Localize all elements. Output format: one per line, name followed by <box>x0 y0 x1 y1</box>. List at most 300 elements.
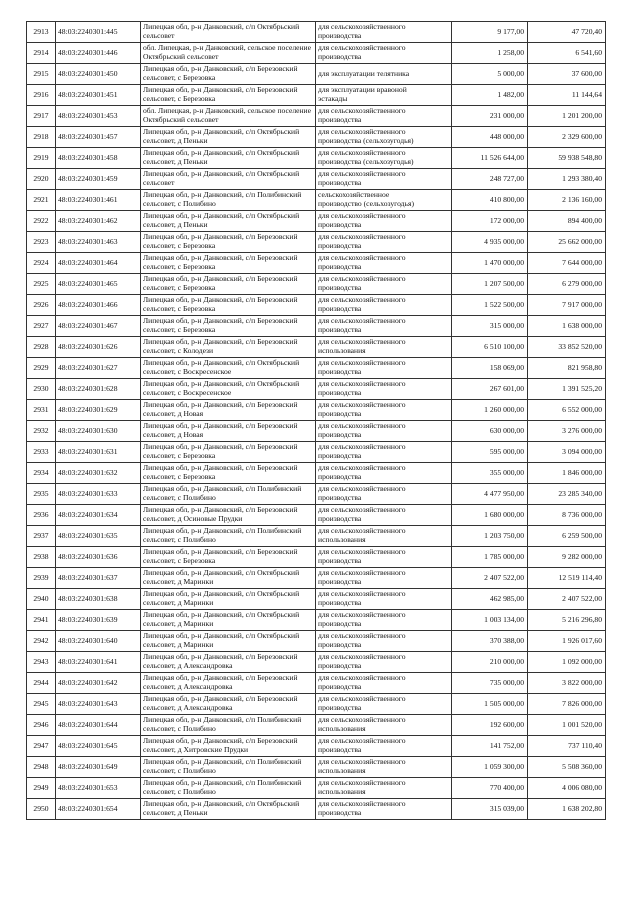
land-registry-table <box>26 21 606 820</box>
row-number-cell: 2931 <box>27 400 56 421</box>
cadastral-number-cell: 48:03:2240301:466 <box>56 295 141 316</box>
table-row <box>27 379 606 400</box>
row-number-cell: 2944 <box>27 673 56 694</box>
cadastral-value-cell: 47 720,40 <box>528 22 606 43</box>
table-row <box>27 526 606 547</box>
permitted-use-cell <box>316 127 452 148</box>
permitted-use-line: производства <box>318 179 362 187</box>
cadastral-value-cell: 737 110,40 <box>528 736 606 757</box>
cadastral-number-cell: 48:03:2240301:463 <box>56 232 141 253</box>
permitted-use-line: производства <box>318 116 362 124</box>
row-number-cell: 2947 <box>27 736 56 757</box>
table-row <box>27 22 606 43</box>
area-cell: 1 522 500,00 <box>452 295 528 316</box>
table-row <box>27 673 606 694</box>
cadastral-number-cell: 48:03:2240301:467 <box>56 316 141 337</box>
table-row <box>27 232 606 253</box>
address-line: Липецкая обл, р-н Данковский, с/п Октябрьский <box>143 170 300 179</box>
permitted-use-line: производства <box>318 746 362 754</box>
address-line: Липецкая обл, р-н Данковский, с/п Березовский <box>143 653 298 662</box>
permitted-use-line: для сельскохозяйственного <box>318 590 406 599</box>
address-cell <box>141 484 316 505</box>
permitted-use-line: производства <box>318 557 362 565</box>
area-cell: 315 039,00 <box>452 799 528 820</box>
table-row <box>27 463 606 484</box>
address-line: обл. Липецкая, р-н Данковский, сельское поселение <box>143 44 311 53</box>
permitted-use-line: использования <box>318 788 366 796</box>
address-line: Липецкая обл, р-н Данковский, с/п Березовский <box>143 317 298 326</box>
address-line: сельсовет, с Березовка <box>143 284 216 292</box>
row-number-cell: 2949 <box>27 778 56 799</box>
table-row <box>27 295 606 316</box>
address-line: сельсовет, с Полибино <box>143 494 216 502</box>
address-line: сельсовет, д Александровка <box>143 662 233 670</box>
address-cell <box>141 253 316 274</box>
cadastral-value-cell: 23 285 340,00 <box>528 484 606 505</box>
permitted-use-line: эстакады <box>318 95 348 103</box>
cadastral-number-cell: 48:03:2240301:464 <box>56 253 141 274</box>
cadastral-value-cell: 1 638 202,80 <box>528 799 606 820</box>
table-row <box>27 799 606 820</box>
cadastral-value-cell: 7 917 000,00 <box>528 295 606 316</box>
address-cell <box>141 295 316 316</box>
table-row <box>27 589 606 610</box>
row-number-cell: 2950 <box>27 799 56 820</box>
address-cell <box>141 526 316 547</box>
area-cell: 1 482,00 <box>452 85 528 106</box>
area-cell: 4 935 000,00 <box>452 232 528 253</box>
address-line: Липецкая обл, р-н Данковский, с/п Октябрьский <box>143 128 300 137</box>
permitted-use-cell <box>316 568 452 589</box>
cadastral-number-cell: 48:03:2240301:445 <box>56 22 141 43</box>
area-cell: 1 059 300,00 <box>452 757 528 778</box>
area-cell: 448 000,00 <box>452 127 528 148</box>
area-cell: 370 388,00 <box>452 631 528 652</box>
address-line: сельсовет, д Пеньки <box>143 137 208 145</box>
land-registry-table-body <box>27 22 606 820</box>
cadastral-number-cell: 48:03:2240301:630 <box>56 421 141 442</box>
permitted-use-line: производства <box>318 221 362 229</box>
address-cell <box>141 547 316 568</box>
row-number-cell: 2939 <box>27 568 56 589</box>
cadastral-value-cell: 3 276 000,00 <box>528 421 606 442</box>
area-cell: 9 177,00 <box>452 22 528 43</box>
permitted-use-cell <box>316 295 452 316</box>
row-number-cell: 2930 <box>27 379 56 400</box>
permitted-use-cell <box>316 694 452 715</box>
permitted-use-cell <box>316 589 452 610</box>
permitted-use-cell <box>316 547 452 568</box>
permitted-use-cell <box>316 190 452 211</box>
permitted-use-line: для сельскохозяйственного <box>318 401 406 410</box>
cadastral-value-cell: 5 508 360,00 <box>528 757 606 778</box>
permitted-use-line: производства <box>318 704 362 712</box>
table-row <box>27 442 606 463</box>
permitted-use-line: производства <box>318 410 362 418</box>
permitted-use-line: производство (сельхозугодья) <box>318 200 415 208</box>
cadastral-number-cell: 48:03:2240301:627 <box>56 358 141 379</box>
row-number-cell: 2948 <box>27 757 56 778</box>
cadastral-number-cell: 48:03:2240301:635 <box>56 526 141 547</box>
permitted-use-line: производства <box>318 683 362 691</box>
area-cell: 158 069,00 <box>452 358 528 379</box>
area-cell: 630 000,00 <box>452 421 528 442</box>
cadastral-value-cell: 4 006 080,00 <box>528 778 606 799</box>
address-line: сельсовет, с Березовка <box>143 305 216 313</box>
address-line: Липецкая обл, р-н Данковский, с/п Березовский <box>143 233 298 242</box>
permitted-use-cell <box>316 211 452 232</box>
address-cell <box>141 379 316 400</box>
row-number-cell: 2932 <box>27 421 56 442</box>
address-cell <box>141 169 316 190</box>
table-row <box>27 631 606 652</box>
permitted-use-cell <box>316 484 452 505</box>
permitted-use-line: для сельскохозяйственного <box>318 443 406 452</box>
table-row <box>27 85 606 106</box>
area-cell: 1 785 000,00 <box>452 547 528 568</box>
cadastral-value-cell: 8 736 000,00 <box>528 505 606 526</box>
address-cell <box>141 421 316 442</box>
address-line: Липецкая обл, р-н Данковский, с/п Березовский <box>143 548 298 557</box>
address-line: Липецкая обл, р-н Данковский, с/п Березовский <box>143 506 298 515</box>
cadastral-number-cell: 48:03:2240301:465 <box>56 274 141 295</box>
cadastral-number-cell: 48:03:2240301:633 <box>56 484 141 505</box>
area-cell: 5 000,00 <box>452 64 528 85</box>
address-line: сельсовет, с Полибино <box>143 536 216 544</box>
address-line: Липецкая обл, р-н Данковский, с/п Полибинский <box>143 779 302 788</box>
address-cell <box>141 211 316 232</box>
address-line: Липецкая обл, р-н Данковский, с/п Березовский <box>143 254 298 263</box>
permitted-use-line: производства <box>318 305 362 313</box>
table-row <box>27 484 606 505</box>
address-line: Липецкая обл, р-н Данковский, с/п Березовский <box>143 464 298 473</box>
permitted-use-line: производства <box>318 263 362 271</box>
permitted-use-cell <box>316 400 452 421</box>
permitted-use-line: использования <box>318 347 366 355</box>
permitted-use-line: для сельскохозяйственного <box>318 128 406 137</box>
permitted-use-line: для сельскохозяйственного <box>318 632 406 641</box>
row-number-cell: 2933 <box>27 442 56 463</box>
address-line: сельсовет, д Пеньки <box>143 221 208 229</box>
permitted-use-line: для сельскохозяйственного <box>318 548 406 557</box>
address-cell <box>141 85 316 106</box>
cadastral-value-cell: 6 259 500,00 <box>528 526 606 547</box>
address-cell <box>141 799 316 820</box>
address-cell <box>141 757 316 778</box>
permitted-use-cell <box>316 421 452 442</box>
cadastral-value-cell: 894 400,00 <box>528 211 606 232</box>
area-cell: 770 400,00 <box>452 778 528 799</box>
permitted-use-line: сельскохозяйственное <box>318 191 390 200</box>
permitted-use-line: для сельскохозяйственного <box>318 485 406 494</box>
permitted-use-line: для сельскохозяйственного <box>318 254 406 263</box>
permitted-use-cell <box>316 337 452 358</box>
cadastral-value-cell: 7 644 000,00 <box>528 253 606 274</box>
address-line: сельсовет, д Хитровские Прудки <box>143 746 249 754</box>
permitted-use-line: для сельскохозяйственного <box>318 23 406 32</box>
permitted-use-line: производства <box>318 662 362 670</box>
address-line: Липецкая обл, р-н Данковский, с/п Березовский <box>143 422 298 431</box>
permitted-use-line: производства <box>318 242 362 250</box>
cadastral-value-cell: 1 846 000,00 <box>528 463 606 484</box>
cadastral-number-cell: 48:03:2240301:638 <box>56 589 141 610</box>
permitted-use-cell <box>316 379 452 400</box>
permitted-use-line: для сельскохозяйственного <box>318 212 406 221</box>
permitted-use-line: производства <box>318 578 362 586</box>
address-cell <box>141 106 316 127</box>
address-cell <box>141 589 316 610</box>
area-cell: 1 258,00 <box>452 43 528 64</box>
address-line: сельсовет, с Полибино <box>143 767 216 775</box>
area-cell: 172 000,00 <box>452 211 528 232</box>
cadastral-number-cell: 48:03:2240301:629 <box>56 400 141 421</box>
row-number-cell: 2923 <box>27 232 56 253</box>
permitted-use-line: для сельскохозяйственного <box>318 359 406 368</box>
permitted-use-line: для сельскохозяйственного <box>318 380 406 389</box>
permitted-use-line: для сельскохозяйственного <box>318 464 406 473</box>
address-line: Липецкая обл, р-н Данковский, с/п Октябрьский <box>143 569 300 578</box>
row-number-cell: 2937 <box>27 526 56 547</box>
row-number-cell: 2925 <box>27 274 56 295</box>
permitted-use-line: для сельскохозяйственного <box>318 275 406 284</box>
table-row <box>27 106 606 127</box>
address-line: Липецкая обл, р-н Данковский, с/п Полибинский <box>143 485 302 494</box>
permitted-use-line: для сельскохозяйственного <box>318 317 406 326</box>
cadastral-value-cell: 2 329 600,00 <box>528 127 606 148</box>
address-line: сельсовет, с Полибино <box>143 725 216 733</box>
permitted-use-line: для эксплуатации телятника <box>318 69 410 78</box>
cadastral-number-cell: 48:03:2240301:654 <box>56 799 141 820</box>
area-cell: 231 000,00 <box>452 106 528 127</box>
table-row <box>27 190 606 211</box>
area-cell: 267 601,00 <box>452 379 528 400</box>
permitted-use-line: производства (сельхозугодья) <box>318 137 414 145</box>
permitted-use-line: для сельскохозяйственного <box>318 338 406 347</box>
address-line: Липецкая обл, р-н Данковский, с/п Березовский <box>143 65 298 74</box>
area-cell: 141 752,00 <box>452 736 528 757</box>
cadastral-value-cell: 6 552 000,00 <box>528 400 606 421</box>
address-line: Липецкая обл, р-н Данковский, с/п Октябрьский <box>143 611 300 620</box>
permitted-use-line: для сельскохозяйственного <box>318 653 406 662</box>
permitted-use-line: производства <box>318 368 362 376</box>
permitted-use-line: производства <box>318 494 362 502</box>
cadastral-value-cell: 7 826 000,00 <box>528 694 606 715</box>
permitted-use-line: производства <box>318 452 362 460</box>
table-row <box>27 400 606 421</box>
address-line: сельсовет, д Маринки <box>143 578 214 586</box>
address-line: сельсовет, д Александровка <box>143 683 233 691</box>
permitted-use-line: для эксплуатации вравоной <box>318 86 407 95</box>
address-cell <box>141 715 316 736</box>
address-line: Липецкая обл, р-н Данковский, с/п Октябрьский <box>143 212 300 221</box>
cadastral-value-cell: 6 279 000,00 <box>528 274 606 295</box>
area-cell: 462 985,00 <box>452 589 528 610</box>
address-line: Липецкая обл, р-н Данковский, с/п Полибинский <box>143 758 302 767</box>
address-line: Липецкая обл, р-н Данковский, с/п Полибинский <box>143 716 302 725</box>
address-cell <box>141 337 316 358</box>
address-line: сельсовет, с Воскресенское <box>143 368 232 376</box>
address-cell <box>141 610 316 631</box>
area-cell: 4 477 950,00 <box>452 484 528 505</box>
row-number-cell: 2934 <box>27 463 56 484</box>
cadastral-value-cell: 2 136 160,00 <box>528 190 606 211</box>
permitted-use-line: для сельскохозяйственного <box>318 569 406 578</box>
permitted-use-cell <box>316 106 452 127</box>
permitted-use-cell <box>316 715 452 736</box>
permitted-use-cell <box>316 64 452 85</box>
address-cell <box>141 778 316 799</box>
cadastral-number-cell: 48:03:2240301:628 <box>56 379 141 400</box>
address-cell <box>141 274 316 295</box>
address-line: Липецкая обл, р-н Данковский, с/п Березовский <box>143 695 298 704</box>
permitted-use-cell <box>316 673 452 694</box>
permitted-use-cell <box>316 316 452 337</box>
address-cell <box>141 568 316 589</box>
cadastral-value-cell: 3 094 000,00 <box>528 442 606 463</box>
address-line: сельсовет, с Березовка <box>143 263 216 271</box>
address-line: сельсовет, с Березовка <box>143 95 216 103</box>
table-row <box>27 211 606 232</box>
address-line: Липецкая обл, р-н Данковский, с/п Березовский <box>143 674 298 683</box>
cadastral-value-cell: 12 519 114,40 <box>528 568 606 589</box>
cadastral-number-cell: 48:03:2240301:446 <box>56 43 141 64</box>
table-row <box>27 736 606 757</box>
address-line: сельсовет, с Колодези <box>143 347 214 355</box>
permitted-use-cell <box>316 253 452 274</box>
address-cell <box>141 463 316 484</box>
address-line: Липецкая обл, р-н Данковский, с/п Полибинский <box>143 191 302 200</box>
permitted-use-line: для сельскохозяйственного <box>318 716 406 725</box>
permitted-use-cell <box>316 799 452 820</box>
area-cell: 1 207 500,00 <box>452 274 528 295</box>
row-number-cell: 2922 <box>27 211 56 232</box>
table-row <box>27 547 606 568</box>
address-line: Липецкая обл, р-н Данковский, с/п Березовский <box>143 338 298 347</box>
address-line: Липецкая обл, р-н Данковский, с/п Октябрьский <box>143 632 300 641</box>
address-line: Липецкая обл, р-н Данковский, с/п Октябрьский <box>143 800 300 809</box>
row-number-cell: 2935 <box>27 484 56 505</box>
address-line: Липецкая обл, р-н Данковский, с/п Октябрьский <box>143 149 300 158</box>
permitted-use-line: для сельскохозяйственного <box>318 800 406 809</box>
address-line: сельсовет, с Воскресенское <box>143 389 232 397</box>
cadastral-number-cell: 48:03:2240301:642 <box>56 673 141 694</box>
permitted-use-line: использования <box>318 767 366 775</box>
row-number-cell: 2927 <box>27 316 56 337</box>
cadastral-number-cell: 48:03:2240301:643 <box>56 694 141 715</box>
address-line: сельсовет <box>143 32 175 40</box>
row-number-cell: 2938 <box>27 547 56 568</box>
row-number-cell: 2941 <box>27 610 56 631</box>
area-cell: 6 510 100,00 <box>452 337 528 358</box>
table-row <box>27 568 606 589</box>
address-line: Липецкая обл, р-н Данковский, с/п Октябрьский <box>143 359 300 368</box>
address-cell <box>141 505 316 526</box>
table-row <box>27 148 606 169</box>
permitted-use-line: для сельскохозяйственного <box>318 674 406 683</box>
table-row <box>27 316 606 337</box>
permitted-use-line: производства <box>318 641 362 649</box>
permitted-use-line: производства <box>318 515 362 523</box>
address-line: сельсовет, д Пеньки <box>143 158 208 166</box>
address-line: сельсовет, с Березовка <box>143 557 216 565</box>
table-row <box>27 421 606 442</box>
area-cell: 2 407 522,00 <box>452 568 528 589</box>
row-number-cell: 2915 <box>27 64 56 85</box>
area-cell: 1 470 000,00 <box>452 253 528 274</box>
permitted-use-cell <box>316 757 452 778</box>
address-line: Липецкая обл, р-н Данковский, с/п Октябрьский <box>143 380 300 389</box>
address-line: Липецкая обл, р-н Данковский, с/п Октябрьский <box>143 590 300 599</box>
permitted-use-line: производства <box>318 809 362 817</box>
address-line: сельсовет, д Новая <box>143 431 204 439</box>
address-cell <box>141 673 316 694</box>
permitted-use-cell <box>316 463 452 484</box>
permitted-use-cell <box>316 778 452 799</box>
permitted-use-line: для сельскохозяйственного <box>318 527 406 536</box>
permitted-use-line: производства <box>318 284 362 292</box>
cadastral-number-cell: 48:03:2240301:626 <box>56 337 141 358</box>
area-cell: 1 203 750,00 <box>452 526 528 547</box>
row-number-cell: 2943 <box>27 652 56 673</box>
cadastral-number-cell: 48:03:2240301:459 <box>56 169 141 190</box>
row-number-cell: 2926 <box>27 295 56 316</box>
address-cell <box>141 442 316 463</box>
address-cell <box>141 232 316 253</box>
cadastral-value-cell: 33 852 520,00 <box>528 337 606 358</box>
address-line: сельсовет, д Маринки <box>143 641 214 649</box>
row-number-cell: 2942 <box>27 631 56 652</box>
area-cell: 595 000,00 <box>452 442 528 463</box>
cadastral-number-cell: 48:03:2240301:653 <box>56 778 141 799</box>
cadastral-number-cell: 48:03:2240301:632 <box>56 463 141 484</box>
cadastral-value-cell: 6 541,60 <box>528 43 606 64</box>
area-cell: 1 260 000,00 <box>452 400 528 421</box>
table-row <box>27 715 606 736</box>
permitted-use-line: производства <box>318 389 362 397</box>
row-number-cell: 2924 <box>27 253 56 274</box>
row-number-cell: 2940 <box>27 589 56 610</box>
table-row <box>27 43 606 64</box>
row-number-cell: 2921 <box>27 190 56 211</box>
table-row <box>27 505 606 526</box>
address-cell <box>141 631 316 652</box>
area-cell: 355 000,00 <box>452 463 528 484</box>
address-cell <box>141 127 316 148</box>
address-line: Липецкая обл, р-н Данковский, с/п Березовский <box>143 86 298 95</box>
address-cell <box>141 358 316 379</box>
row-number-cell: 2914 <box>27 43 56 64</box>
row-number-cell: 2945 <box>27 694 56 715</box>
area-cell: 315 000,00 <box>452 316 528 337</box>
permitted-use-cell <box>316 736 452 757</box>
address-line: Липецкая обл, р-н Данковский, с/п Березовский <box>143 296 298 305</box>
address-line: Октябрьский сельсовет <box>143 53 219 61</box>
address-line: сельсовет, д Пеньки <box>143 809 208 817</box>
row-number-cell: 2929 <box>27 358 56 379</box>
address-cell <box>141 190 316 211</box>
address-cell <box>141 736 316 757</box>
address-line: сельсовет, с Березовка <box>143 242 216 250</box>
permitted-use-line: использования <box>318 725 366 733</box>
cadastral-value-cell: 1 926 017,60 <box>528 631 606 652</box>
address-line: сельсовет, с Полибино <box>143 200 216 208</box>
cadastral-number-cell: 48:03:2240301:640 <box>56 631 141 652</box>
address-cell <box>141 43 316 64</box>
address-line: сельсовет, д Новая <box>143 410 204 418</box>
address-line: Октябрьский сельсовет <box>143 116 219 124</box>
cadastral-value-cell: 1 201 200,00 <box>528 106 606 127</box>
permitted-use-line: производства <box>318 599 362 607</box>
